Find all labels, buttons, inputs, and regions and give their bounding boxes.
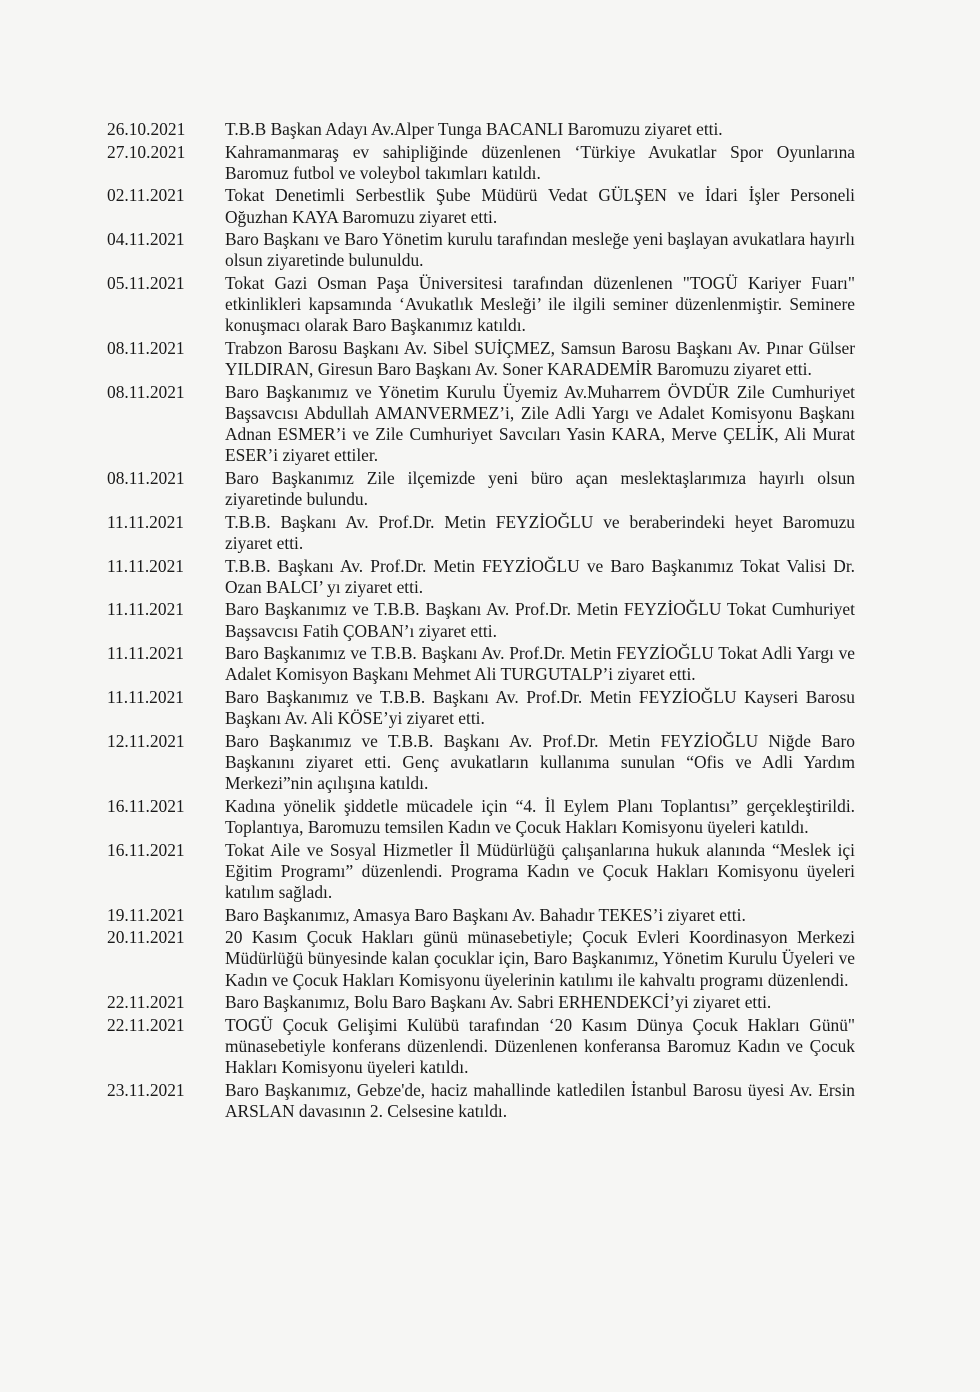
entry-text: Baro Başkanımız ve T.B.B. Başkanı Av. Prof.Dr. Metin FEYZİOĞLU Tokat Cumhuriyet Başsavcısı Fatih ÇOBAN’ı ziyaret etti. bbox=[225, 599, 855, 641]
entry-date: 02.11.2021 bbox=[107, 185, 185, 206]
entry-date: 27.10.2021 bbox=[107, 141, 186, 162]
activity-entry bbox=[107, 687, 855, 729]
entry-text: T.B.B. Başkanı Av. Prof.Dr. Metin FEYZİOĞLU ve Baro Başkanımız Tokat Valisi Dr. Ozan BALCI’ yı ziyaret etti. bbox=[225, 555, 855, 597]
entry-text: Baro Başkanımız ve T.B.B. Başkanı Av. Prof.Dr. Metin FEYZİOĞLU Niğde Baro Başkanını ziyaret etti. Genç avukatların kullanıma sunulan “Ofis ve Adli Yardım Merkezi”nin açılışına katıldı. bbox=[225, 730, 855, 794]
entry-text: 20 Kasım Çocuk Hakları günü münasebetiyle; Çocuk Evleri Koordinasyon Merkezi Müdürlüğü bünyesinde kalan çocuklar için, Baro Başkanımız, Yönetim Kurulu Üyeleri ve Kadın ve Çocuk Hakları Komisyonu üyelerinin katılımı ile kahvaltı programı düzenlendi. bbox=[225, 927, 855, 990]
entry-date: 04.11.2021 bbox=[107, 229, 185, 250]
activity-list bbox=[107, 119, 855, 1124]
entry-date: 23.11.2021 bbox=[107, 1079, 185, 1100]
entry-date: 19.11.2021 bbox=[107, 904, 185, 925]
entry-text: Baro Başkanımız ve T.B.B. Başkanı Av. Prof.Dr. Metin FEYZİOĞLU Kayseri Barosu Başkanı Av. Ali KÖSE’yi ziyaret etti. bbox=[225, 686, 855, 729]
entry-text: Baro Başkanımız Zile ilçemizde yeni büro açan meslektaşlarımıza hayırlı olsun ziyaretinde bulundu. bbox=[225, 467, 855, 510]
entry-date: 11.11.2021 bbox=[107, 643, 184, 664]
entry-text: Baro Başkanı ve Baro Yönetim kurulu tarafından mesleğe yeni başlayan avukatlara hayırlı olsun ziyaretinde bulunuldu. bbox=[225, 229, 855, 271]
entry-date: 16.11.2021 bbox=[107, 795, 185, 816]
entry-text: Baro Başkanımız, Bolu Baro Başkanı Av. Sabri ERHENDEKCİ’yi ziyaret etti. bbox=[225, 992, 772, 1013]
entry-text: Kadına yönelik şiddetle mücadele için “4. İl Eylem Planı Toplantısı” gerçekleştirildi. Toplantıya, Baromuzu temsilen Kadın ve Çocuk Hakları Komisyonu üyeleri katıldı. bbox=[225, 795, 855, 837]
activity-entry bbox=[107, 1015, 855, 1079]
activity-entry bbox=[107, 229, 855, 271]
activity-entry bbox=[107, 273, 855, 337]
entry-date: 16.11.2021 bbox=[107, 839, 185, 860]
entry-text: Baro Başkanımız, Amasya Baro Başkanı Av. Bahadır TEKES’i ziyaret etti. bbox=[225, 904, 746, 925]
activity-entry bbox=[107, 512, 855, 554]
activity-entry bbox=[107, 796, 855, 838]
entry-text: T.B.B. Başkanı Av. Prof.Dr. Metin FEYZİOĞLU ve beraberindeki heyet Baromuzu ziyaret etti. bbox=[225, 511, 855, 553]
entry-text: Tokat Aile ve Sosyal Hizmetler İl Müdürlüğü çalışanlarına hukuk alanında “Meslek içi Eğitim Programı” düzenlendi. Programa Kadın ve Çocuk Hakları Komisyonu üyeleri katılım sağladı. bbox=[225, 839, 855, 902]
activity-entry bbox=[107, 119, 855, 140]
entry-date: 11.11.2021 bbox=[107, 686, 184, 707]
entry-date: 20.11.2021 bbox=[107, 927, 185, 948]
entry-date: 08.11.2021 bbox=[107, 467, 185, 488]
activity-entry bbox=[107, 927, 855, 991]
activity-entry bbox=[107, 468, 855, 510]
entry-text: T.B.B Başkan Adayı Av.Alper Tunga BACANLI Baromuzu ziyaret etti. bbox=[225, 119, 723, 139]
entry-date: 05.11.2021 bbox=[107, 272, 185, 293]
activity-entry bbox=[107, 599, 855, 641]
activity-entry bbox=[107, 731, 855, 795]
entry-date: 11.11.2021 bbox=[107, 555, 184, 576]
entry-text: TOGÜ Çocuk Gelişimi Kulübü tarafından ‘20 Kasım Dünya Çocuk Hakları Günü" münasebetiyle konferans düzenlendi. Düzenlenen konferansa Baromuz Kadın ve Çocuk Hakları Komisyonu üyeleri katıldı. bbox=[225, 1014, 855, 1078]
entry-text: Tokat Gazi Osman Paşa Üniversitesi tarafından düzenlenen "TOGÜ Kariyer Fuarı" etkinlikleri kapsamında ‘Avukatlık Mesleği’ ile ilgili seminer düzenlenmiştir. Seminere konuşmacı olarak Baro Başkanımız katıldı. bbox=[225, 272, 855, 336]
entry-date: 26.10.2021 bbox=[107, 119, 186, 139]
entry-text: Baro Başkanımız ve Yönetim Kurulu Üyemiz Av.Muharrem ÖVDÜR Zile Cumhuriyet Başsavcısı Abdullah AMANVERMEZ’i, Zile Adli Yargı ve Adalet Komisyonu Başkanı Adnan ESMER’i ve Zile Cumhuriyet Savcıları Yasin KARA, Merve ÇELİK, Ali Murat ESER’i ziyaret ettiler. bbox=[225, 381, 855, 466]
entry-text: Trabzon Barosu Başkanı Av. Sibel SUİÇMEZ, Samsun Barosu Başkanı Av. Pınar Gülser YILDIRAN, Giresun Baro Başkanı Av. Soner KARADEMİR Baromuzu ziyaret etti. bbox=[225, 337, 855, 380]
entry-date: 08.11.2021 bbox=[107, 381, 185, 402]
entry-date: 22.11.2021 bbox=[107, 992, 185, 1013]
entry-date: 11.11.2021 bbox=[107, 511, 184, 532]
activity-entry bbox=[107, 142, 855, 184]
activity-entry bbox=[107, 840, 855, 904]
entry-text: Kahramanmaraş ev sahipliğinde düzenlenen ‘Türkiye Avukatlar Spor Oyunlarına Baromuz futbol ve voleybol takımları katıldı. bbox=[225, 141, 855, 183]
activity-entry bbox=[107, 382, 855, 467]
activity-entry bbox=[107, 992, 855, 1013]
activity-entry bbox=[107, 185, 855, 227]
entry-date: 12.11.2021 bbox=[107, 730, 185, 751]
activity-entry bbox=[107, 905, 855, 926]
entry-date: 08.11.2021 bbox=[107, 337, 185, 358]
entry-text: Tokat Denetimli Serbestlik Şube Müdürü Vedat GÜLŞEN ve İdari İşler Personeli Oğuzhan KAYA Baromuzu ziyaret etti. bbox=[225, 185, 855, 227]
entry-date: 11.11.2021 bbox=[107, 599, 184, 620]
entry-text: Baro Başkanımız, Gebze'de, haciz mahallinde katledilen İstanbul Barosu üyesi Av. Ersin ARSLAN davasının 2. Celsesine katıldı. bbox=[225, 1079, 855, 1121]
activity-entry bbox=[107, 556, 855, 598]
activity-entry bbox=[107, 338, 855, 380]
activity-entry bbox=[107, 1080, 855, 1122]
entry-text: Baro Başkanımız ve T.B.B. Başkanı Av. Prof.Dr. Metin FEYZİOĞLU Tokat Adli Yargı ve Adalet Komisyon Başkanı Mehmet Ali TURGUTALP’i ziyaret etti. bbox=[225, 643, 855, 685]
activity-entry bbox=[107, 643, 855, 685]
entry-date: 22.11.2021 bbox=[107, 1014, 185, 1035]
